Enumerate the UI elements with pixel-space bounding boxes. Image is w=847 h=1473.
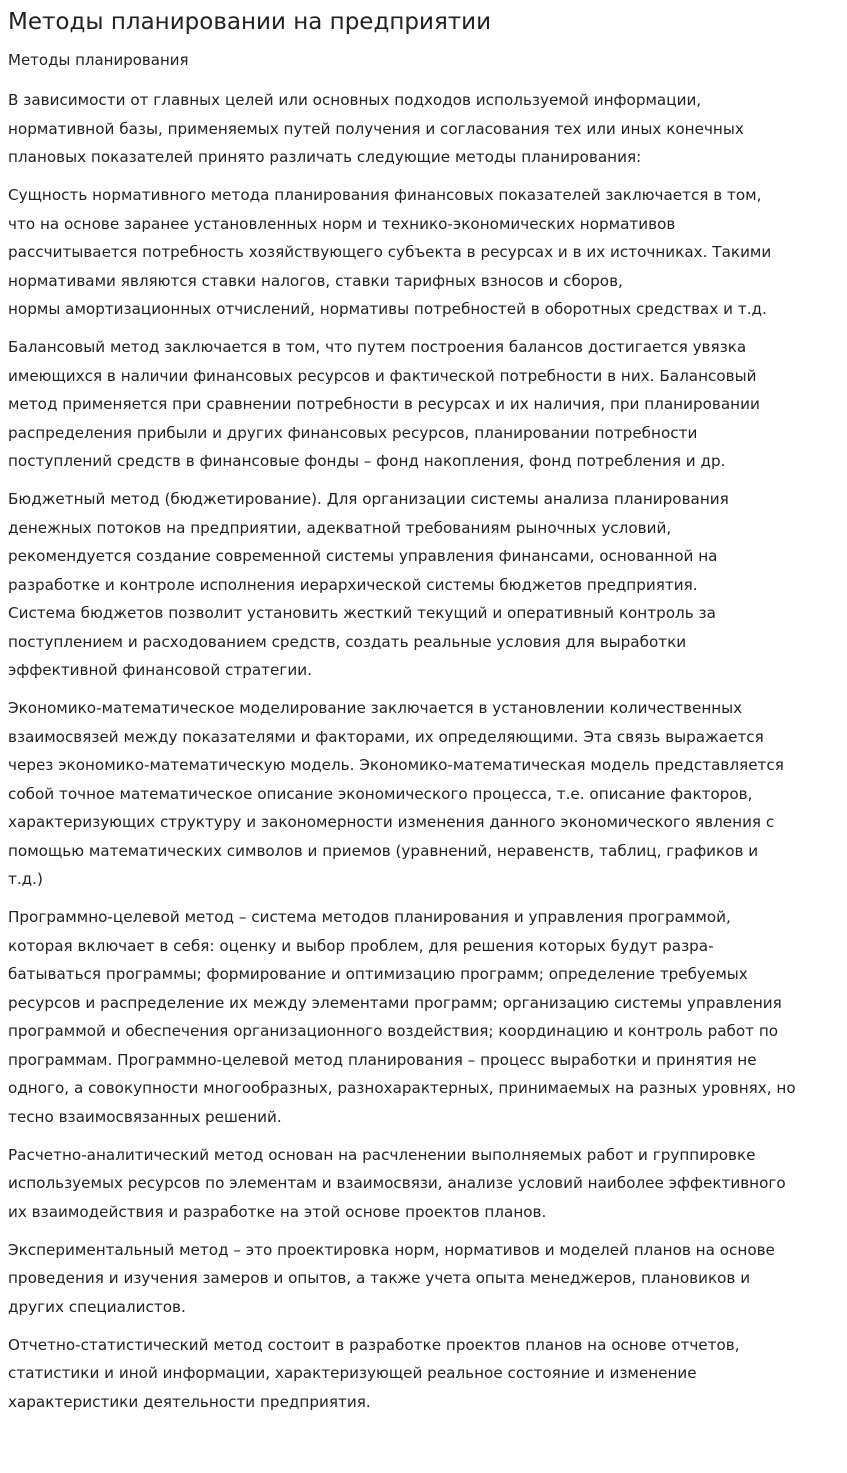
paragraph-balance-method: Балансовый метод заключается в том, что путем построения балансов достигается увязка имеющихся в наличии финансовых ресурсов и фактической потребности в них. Балансовый метод применяется при сравнении потребности в ресурсах и их наличия, при планировании распределения прибыли и других финансовых ресурсов, планировании потребности поступлений средств в финансовые фонды – фонд накопления, фонд потребления и др. xyxy=(8,338,760,470)
section-subtitle: Методы планирования xyxy=(8,51,189,69)
paragraph-analytical-method: Расчетно-аналитический метод основан на расчленении выполняемых работ и группировке используемых ресурсов по элементам и взаимосвязи, анализе условий наиболее эффективного их взаимодействия и разработке на этой основе проектов планов. xyxy=(8,1145,786,1221)
paragraph-intro: В зависимости от главных целей или основных подходов используемой информации, нормативной базы, применяемых путей получения и согласования тех или иных конечных плановых показателей принято различать следующие методы планирования: xyxy=(8,91,744,166)
page-title: Методы планировании на предприятии xyxy=(8,9,492,35)
paragraph-experimental-method: Экспериментальный метод – это проектировка норм, нормативов и моделей планов на основе проведения и изучения замеров и опытов, а также учета опыта менеджеров, плановиков и других специалистов. xyxy=(8,1240,775,1316)
paragraph-budget-method: Бюджетный метод (бюджетирование). Для организации системы анализа планирования денежных потоков на предприятии, адекватной требованиям рыночных условий, рекомендуется создание современной системы управления финансами, основанной на разработке и контроле исполнения иерархической системы бюджетов предприятия. Система бюджетов позволит установить жесткий текущий и оперативный контроль за поступлением и расходованием средств, создать реальные условия для выработки эффективной финансовой стратегии. xyxy=(8,490,729,679)
paragraph-economic-modeling: Экономико-математическое моделирование заключается в установлении количественных взаимосвязей между показателями и факторами, их определяющими. Эта связь выражается через экономико-математическую модель. Экономико-математическая модель представляется собой точное математическое описание экономического процесса, т.е. описание факторов, характеризующих структуру и закономерности изменения данного экономического явления с помощью математических символов и приемов (уравнений, неравенств, таблиц, графиков и т.д.) xyxy=(8,699,784,888)
paragraph-normative-method: Сущность нормативного метода планирования финансовых показателей заключается в том, что на основе заранее установленных норм и технико-экономических нормативов рассчитывается потребность хозяйствующего субъекта в ресурсах и в их источниках. Такими нормативами являются ставки налогов, ставки тарифных взносов и сборов, нормы амортизационных отчислений, нормативы потребностей в оборотных средствах и т.д. xyxy=(8,186,772,318)
paragraph-statistical-method: Отчетно-статистический метод состоит в разработке проектов планов на основе отчетов, статистики и иной информации, характеризующей реальное состояние и изменение характеристики деятельности предприятия. xyxy=(8,1335,740,1411)
paragraph-program-target-method: Программно-целевой метод – система методов планирования и управления программой, которая включает в себя: оценку и выбор проблем, для решения которых будут разра- батываться программы; формирование и оптимизацию программ; определение требуемых ресурсов и распределение их между элементами программ; организацию системы управления программой и обеспечения организационного воздействия; координацию и контроль работ по программам. Программно-целевой метод планирования – процесс выработки и принятия не одного, а совокупности многообразных, разнохарактерных, принимаемых на разных уровнях, но тесно взаимосвязанных решений. xyxy=(8,908,796,1126)
